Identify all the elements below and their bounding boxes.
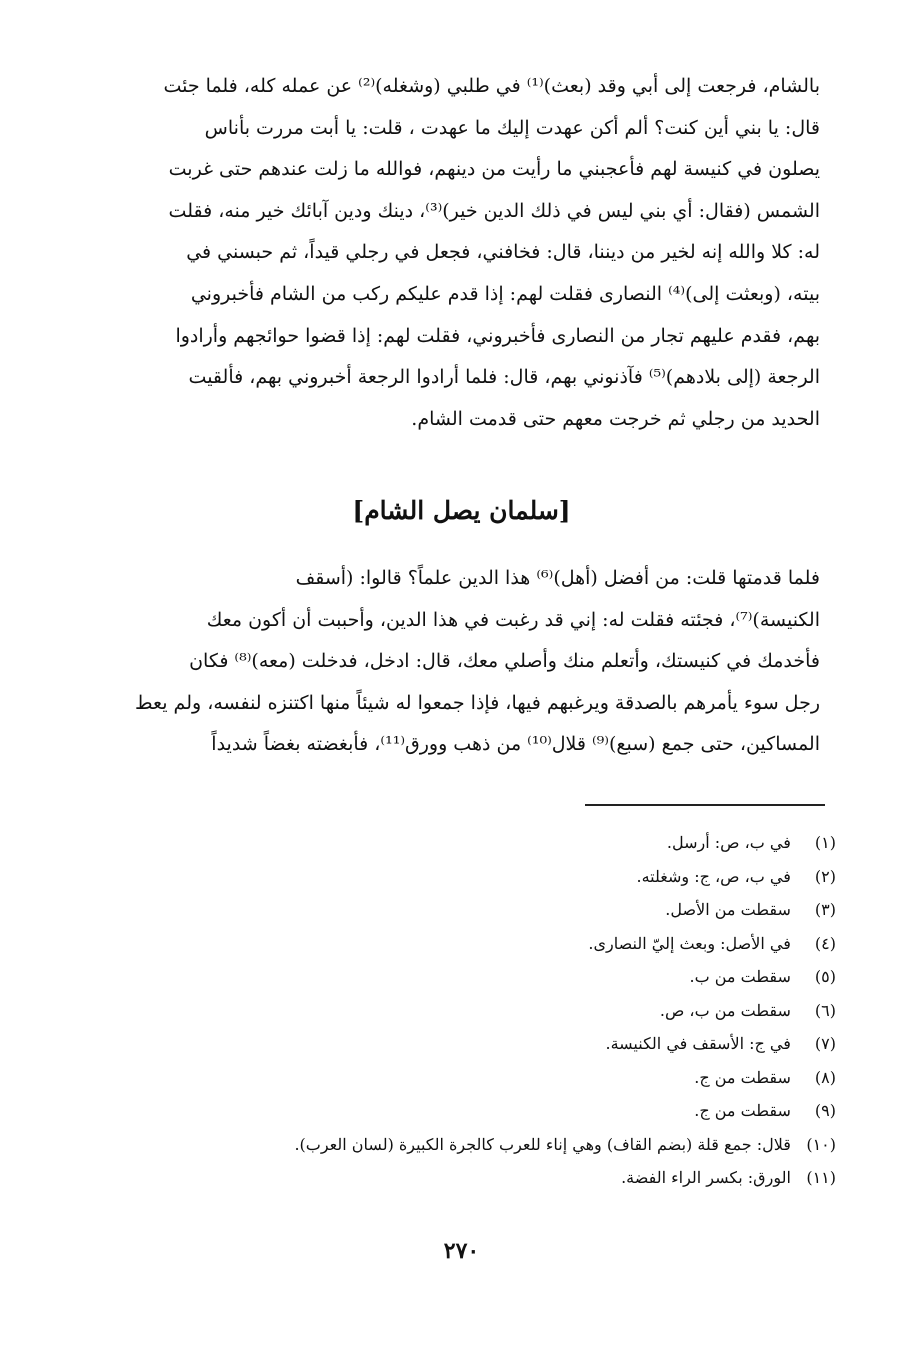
footnotes: [76, 826, 836, 1195]
footnote: [76, 1128, 836, 1162]
footnote: [76, 860, 836, 894]
footnote-text: سقطت من ج.: [694, 1101, 791, 1120]
text-line: فلما قدمتها قلت: من أفضل (أهل)⁽⁶⁾ هذا الدين علماً؟ قالوا: (أسقف: [295, 567, 820, 589]
text-line: الشمس (فقال: أي بني ليس في ذلك الدين خير)⁽³⁾، دينك ودين آبائك خير منه، فقلت: [168, 199, 820, 222]
text-line: الكنيسة)⁽⁷⁾، فجئته فقلت له: إني قد رغبت في هذا الدين، وأحببت أن أكون معك: [206, 608, 820, 631]
footnote-text: في ب، ص: أرسل.: [666, 833, 791, 852]
footnote-text: سقطت من ب.: [689, 967, 791, 986]
text-line: رجل سوء يأمرهم بالصدقة ويرغبهم فيها، فإذا جمعوا له شيئاً منها اكتنزه لنفسه، ولم يعط: [135, 691, 820, 714]
page-number: ٢٧٠: [443, 1238, 480, 1264]
text-line: المساكين، حتى جمع (سبع)⁽⁹⁾ قلال⁽¹⁰⁾ من ذهب وورق⁽¹¹⁾، فأبغضته بغضاً شديداً: [211, 733, 820, 756]
footnote-number: (٧): [814, 1034, 836, 1053]
footnote-number: (٤): [814, 933, 836, 953]
footnote-text: في ج: الأسقف في الكنيسة.: [605, 1034, 791, 1053]
footnote-number: (١): [814, 833, 836, 852]
text-line: بيته، (وبعثت إلى)⁽⁴⁾ النصارى فقلت لهم: إذا قدم عليكم ركب من الشام فأخبروني: [190, 282, 820, 305]
paragraph-2: [100, 558, 820, 766]
footnote-number: (٣): [814, 900, 836, 919]
footnote-text: سقطت من ج.: [694, 1067, 791, 1087]
footnote-number: (٦): [814, 1000, 836, 1020]
footnote: [76, 826, 836, 860]
footnote-number: (٨): [814, 1067, 836, 1087]
paragraph-1: [100, 66, 820, 440]
footnote: [76, 960, 836, 994]
text-line: الحديد من رجلي ثم خرجت معهم حتى قدمت الشام.: [411, 407, 820, 430]
footnote: [76, 994, 836, 1028]
text-line: بهم، فقدم عليهم تجار من النصارى فأخبروني، فقلت لهم: إذا قضوا حوائجهم وأرادوا: [175, 324, 820, 347]
text-line: يصلون في كنيسة لهم فأعجبني ما رأيت من دينهم، فوالله ما زلت عندهم حتى غربت: [168, 158, 820, 181]
section-heading: [سلمان يصل الشام]: [352, 496, 571, 525]
footnote-text: سقطت من ب، ص.: [659, 1000, 791, 1020]
footnote-text: سقطت من الأصل.: [665, 900, 791, 919]
footnote-number: (٥): [814, 967, 836, 986]
footnote-number: (١١): [806, 1168, 836, 1187]
text-line: قال: يا بني أين كنت؟ ألم أكن عهدت إليك ما عهدت ، قلت: يا أبت مررت بأناس: [204, 116, 820, 139]
footnote-text: قلال: جمع قلة (بضم القاف) وهي إناء للعرب كالجرة الكبيرة (لسان العرب).: [294, 1134, 791, 1154]
footnote-number: (٩): [814, 1101, 836, 1120]
footnote: [76, 927, 836, 961]
footnote: [76, 893, 836, 927]
text-line: الرجعة (إلى بلادهم)⁽⁵⁾ فآذنوني بهم، قال: فلما أرادوا الرجعة أخبروني بهم، فألقيت: [188, 366, 820, 389]
footnote: [76, 1027, 836, 1061]
footnote-number: (٢): [814, 866, 836, 886]
footnote-number: (١٠): [806, 1134, 836, 1154]
text-line: له: كلا والله إنه لخير من ديننا، قال: فخافني، فجعل في رجلي قيداً، ثم حبسني في: [186, 241, 820, 264]
footnote: [76, 1094, 836, 1128]
footnote-text: في الأصل: وبعث إليّ النصارى.: [588, 933, 791, 953]
footnote-text: في ب، ص، ج: وشغلته.: [636, 866, 791, 886]
text-line: فأخدمك في كنيستك، وأتعلم منك وأصلي معك، قال: ادخل، فدخلت (معه)⁽⁸⁾ فكان: [189, 650, 820, 673]
footnote: [76, 1061, 836, 1095]
footnote-separator: [585, 804, 825, 806]
text-line: بالشام، فرجعت إلى أبي وقد (بعث)⁽¹⁾ في طلبي (وشغله)⁽²⁾ عن عمله كله، فلما جئت: [163, 75, 820, 97]
footnote: [76, 1161, 836, 1195]
footnote-text: الورق: بكسر الراء الفضة.: [621, 1168, 791, 1187]
